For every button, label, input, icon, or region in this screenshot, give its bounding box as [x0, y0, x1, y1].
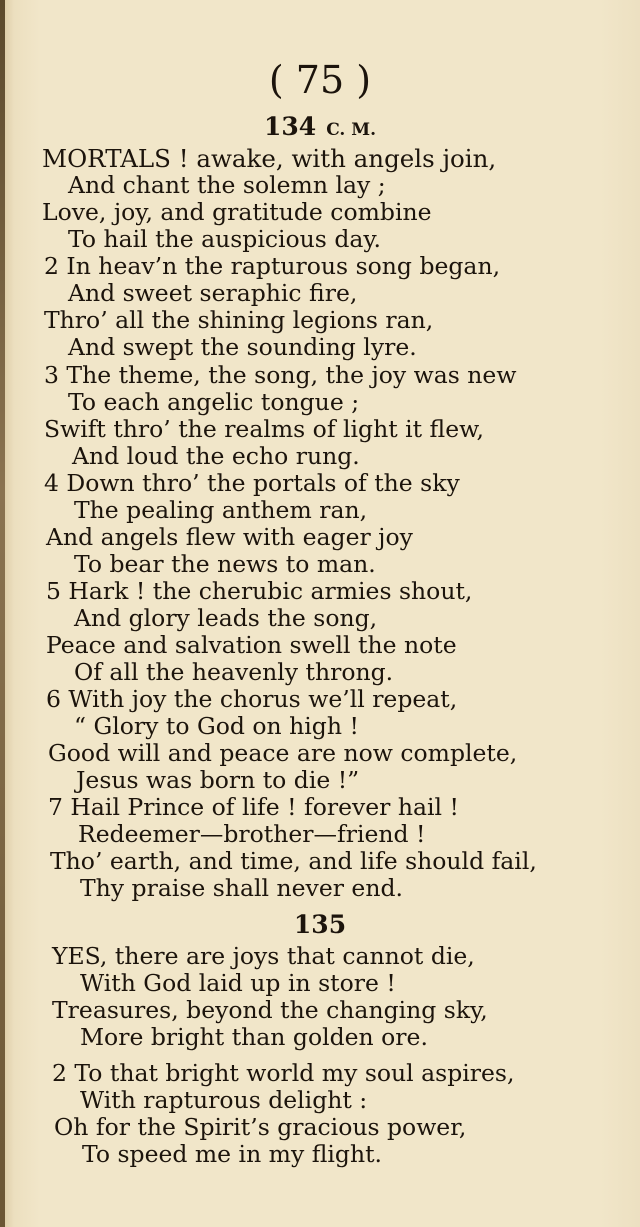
hymn-135-line-5: 2 To that bright world my soul aspires, — [52, 1059, 515, 1087]
hymn-135-line-3: Treasures, beyond the changing sky, — [52, 996, 488, 1024]
hymn-134-line-26: Redeemer—brother—friend ! — [78, 820, 426, 848]
hymn-135-line-4: More bright than golden ore. — [80, 1023, 428, 1051]
hymn-134-line-19: Peace and salvation swell the note — [46, 631, 457, 659]
hymn-134-line-20: Of all the heavenly throng. — [74, 658, 394, 686]
hymn-134-line-3: Love, joy, and gratitude combine — [42, 198, 432, 226]
hymn-134-line-25: 7 Hail Prince of life ! forever hail ! — [48, 793, 459, 821]
hymn-134-meter: C. M. — [326, 120, 376, 140]
hymn-135-line-1: YES, there are joys that cannot die, — [52, 942, 475, 970]
hymn-134-line-2: And chant the solemn lay ; — [68, 171, 386, 199]
hymn-134-line-24: Jesus was born to die !” — [76, 766, 360, 794]
hymn-134-line-5: 2 In heav’n the rapturous song began, — [44, 252, 501, 280]
hymn-135-number: 135 — [293, 910, 347, 939]
page-number: ( 75 ) — [268, 58, 372, 102]
hymn-134-line-21: 6 With joy the chorus we’ll repeat, — [46, 685, 458, 713]
hymn-134-line-27: Tho’ earth, and time, and life should fail, — [50, 847, 537, 875]
hymn-134-line-7: Thro’ all the shining legions ran, — [44, 306, 434, 334]
hymn-134-line-15: And angels flew with eager joy — [46, 523, 413, 551]
hymn-134-line-23: Good will and peace are now complete, — [48, 739, 518, 767]
hymn-135-line-6: With rapturous delight : — [80, 1086, 368, 1114]
hymn-134-line-10: To each angelic tongue ; — [68, 388, 360, 416]
hymn-135-heading — [0, 910, 640, 940]
book-spine-edge — [0, 0, 5, 1227]
hymn-134-line-1: MORTALS ! awake, with angels join, — [42, 144, 497, 173]
hymn-134-line-17: 5 Hark ! the cherubic armies shout, — [46, 577, 473, 605]
hymn-134-line-11: Swift thro’ the realms of light it flew, — [44, 415, 484, 443]
hymn-134-line-13: 4 Down thro’ the portals of the sky — [44, 469, 460, 497]
hymn-135-line-7: Oh for the Spirit’s gracious power, — [54, 1113, 467, 1141]
hymn-134-line-6: And sweet seraphic fire, — [68, 279, 358, 307]
hymn-134-line-8: And swept the sounding lyre. — [68, 333, 417, 361]
hymn-134-line-4: To hail the auspicious day. — [68, 225, 382, 253]
hymn-134-heading — [0, 112, 640, 145]
hymn-134-line-18: And glory leads the song, — [74, 604, 378, 632]
hymn-134-line-16: To bear the news to man. — [74, 550, 376, 578]
hymn-134-line-28: Thy praise shall never end. — [80, 874, 403, 902]
hymn-135-line-2: With God laid up in store ! — [80, 969, 396, 997]
hymn-134-line-14: The pealing anthem ran, — [74, 496, 368, 524]
hymn-134-line-9: 3 The theme, the song, the joy was new — [44, 361, 517, 389]
hymn-134-number: 134 — [264, 112, 317, 141]
hymn-134-line-22: “ Glory to God on high ! — [74, 712, 359, 740]
hymn-135-line-8: To speed me in my flight. — [82, 1140, 382, 1168]
hymn-134-line-12: And loud the echo rung. — [72, 442, 360, 470]
